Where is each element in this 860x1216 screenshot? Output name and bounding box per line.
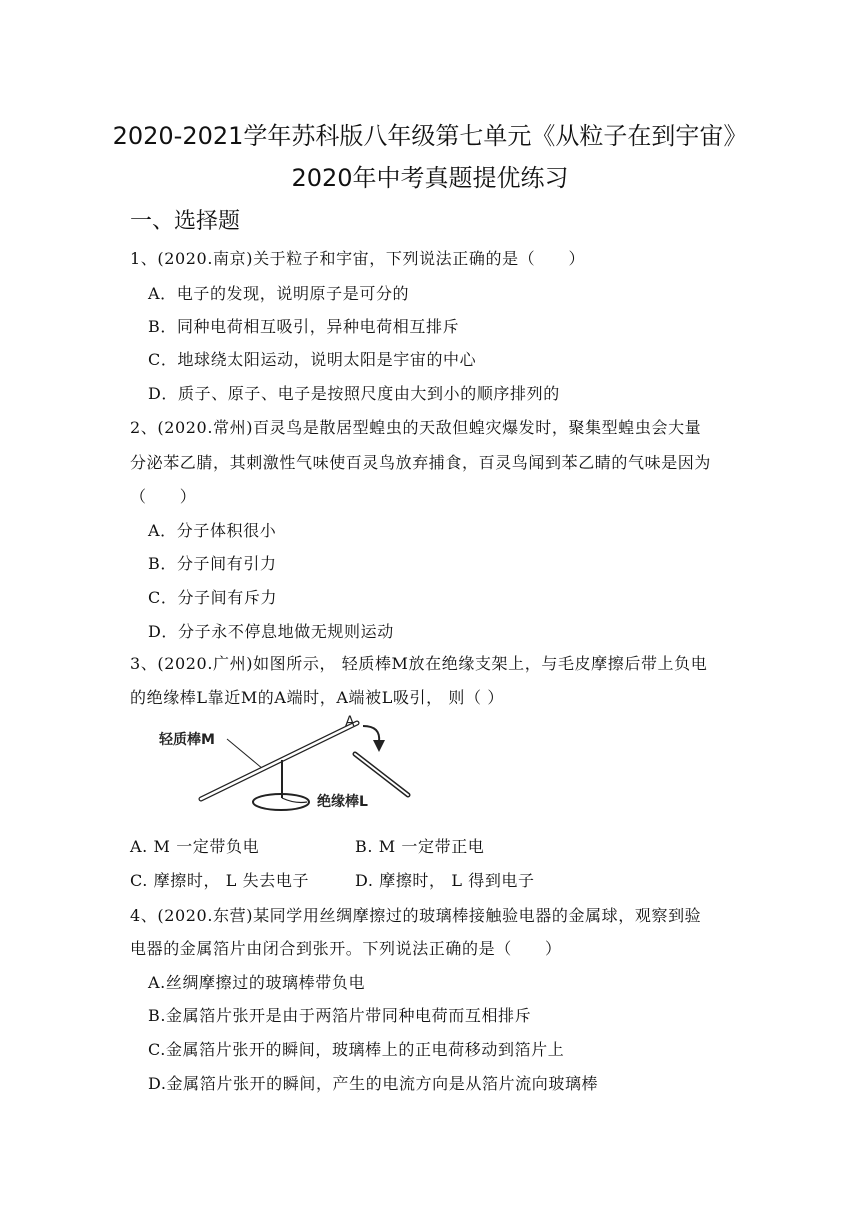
question-4-option-b: B.金属箔片张开是由于两箔片带同种电荷而互相排斥 [148, 1006, 532, 1025]
question-2-option-b: B．分子间有引力 [148, 554, 277, 573]
section-heading: 一、选择题 [130, 209, 241, 234]
question-4-option-c: C.金属箔片张开的瞬间，玻璃棒上的正电荷移动到箔片上 [148, 1040, 565, 1059]
light-rod-m [201, 723, 357, 799]
question-1-option-c: C．地球绕太阳运动，说明太阳是宇宙的中心 [148, 350, 477, 369]
question-2-option-a: A．分子体积很小 [148, 521, 277, 540]
label-light-rod-m: 轻质棒M [159, 732, 215, 748]
attraction-arrow-icon [363, 726, 385, 752]
question-4-option-a: A.丝绸摩擦过的玻璃棒带负电 [148, 973, 366, 992]
question-1-option-a: A．电子的发现，说明原子是可分的 [148, 284, 410, 303]
question-3-stem-line-1: 3、(2020.广州)如图所示， 轻质棒M放在绝缘支架上，与毛皮摩擦后带上负电 [130, 654, 708, 673]
question-1-option-d: D．质子、原子、电子是按照尺度由大到小的顺序排列的 [148, 384, 560, 403]
question-2-stem-line-2: 分泌苯乙腈，其刺激性气味使百灵鸟放弃捕食，百灵鸟闻到苯乙睛的气味是因为 [130, 453, 712, 472]
label-insulating-rod-l: 绝缘棒L [317, 794, 368, 810]
question-2-stem-line-1: 2、(2020.常州)百灵鸟是散居型蝗虫的天敌但蝗灾爆发时，聚集型蝗虫会大量 [130, 418, 702, 437]
question-3-figure [155, 712, 425, 822]
label-end-a: A [345, 714, 355, 730]
document-title-line-2: 2020年中考真题提优练习 [291, 164, 569, 192]
insulating-rod-l [355, 754, 408, 795]
question-4-stem-line-1: 4、(2020.东营)某同学用丝绸摩擦过的玻璃棒接触验电器的金属球，观察到验 [130, 906, 702, 925]
question-1-option-b: B．同种电荷相互吸引，异种电荷相互排斥 [148, 317, 460, 336]
question-3-option-c: C. 摩擦时， L 失去电子 [130, 871, 310, 890]
question-3-option-b: B. M 一定带正电 [355, 837, 485, 856]
question-3-option-d: D. 摩擦时， L 得到电子 [355, 871, 535, 890]
question-1-stem: 1、(2020.南京)关于粒子和宇宙，下列说法正确的是（ ） [130, 249, 586, 268]
question-3-option-a: A. M 一定带负电 [130, 837, 260, 856]
question-2-option-c: C．分子间有斥力 [148, 588, 278, 607]
label-m-leader-line [227, 739, 263, 769]
question-4-option-d: D.金属箔片张开的瞬间，产生的电流方向是从箔片流向玻璃棒 [148, 1074, 599, 1093]
question-2-stem-line-3: （ ） [130, 487, 197, 506]
document-title-line-1: 2020-2021学年苏科版八年级第七单元《从粒子在到宇宙》 [112, 122, 748, 150]
question-3-stem-line-2: 的绝缘棒L靠近M的A端时，A端被L吸引， 则（ ） [130, 688, 504, 707]
question-2-option-d: D．分子永不停息地做无规则运动 [148, 622, 394, 641]
question-4-stem-line-2: 电器的金属箔片由闭合到张开。下列说法正确的是（ ） [130, 939, 562, 958]
